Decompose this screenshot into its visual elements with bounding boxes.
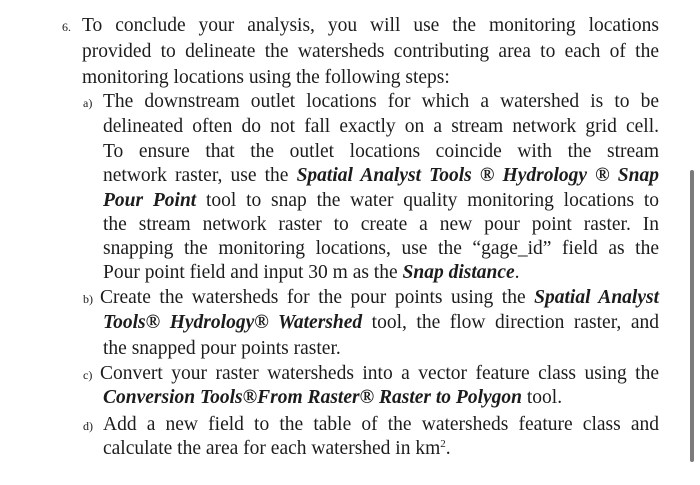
tool-path-spatial-analyst: Spatial Analyst [534,287,659,308]
step-a-line-2: delineated often do not fall exactly on a stream network grid cell. [103,116,659,137]
step-c-line-2: Conversion Tools®From Raster® Raster to Polygon tool. [103,387,563,408]
step-a-line-8: Pour point field and input 30 m as the Snap distance. [103,262,520,283]
step-a-line-7: snapping the monitoring locations, use the “gage_id” field as the [103,238,659,259]
snap-distance-label: Snap distance [402,262,515,283]
step-b-line-3: the snapped pour points raster. [103,338,341,359]
step-c-line-1: Convert your raster watersheds into a vector feature class using the [100,363,659,384]
question-text-line-1: To conclude your analysis, you will use the monitoring locations [82,15,659,36]
question-number: 6. [62,20,71,34]
superscript-two: 2 [440,438,446,450]
step-c-marker: c) [83,368,93,382]
question-text-line-2: provided to delineate the watersheds contributing area to each of the [82,41,659,62]
step-b-line-2: Tools® Hydrology® Watershed tool, the flow direction raster, and [103,312,659,333]
step-d-marker: d) [83,419,93,433]
step-a-line-3: To ensure that the outlet locations coincide with the stream [103,141,659,162]
step-a-line-5: Pour Point tool to snap the water quality monitoring locations to [103,190,660,211]
step-d-line-1: Add a new field to the table of the watersheds feature class and [103,414,659,435]
step-a-line-4: network raster, use the Spatial Analyst Tools ® Hydrology ® Snap [103,165,659,186]
step-b-line-1: Create the watersheds for the pour points using the Spatial Analyst [100,287,659,308]
tool-path-snap-pour-point: Spatial Analyst Tools ® Hydrology ® Snap [296,165,659,186]
scrollbar-thumb[interactable] [690,170,694,462]
step-a-line-6: the stream network raster to create a new pour point raster. In [103,214,659,235]
step-d-line-2: calculate the area for each watershed in $km^2$. [103,438,451,459]
tool-path-watershed: Tools® Hydrology® Watershed [103,312,363,333]
step-a-line-1: The downstream outlet locations for which a watershed is to be [103,91,659,112]
tool-name-pour-point: Pour Point [103,190,197,211]
step-b-marker: b) [83,292,93,306]
step-a-marker: a) [83,96,93,110]
question-text-line-3: monitoring locations using the following steps: [82,67,450,88]
tool-path-raster-to-polygon: Conversion Tools®From Raster® Raster to Polygon [103,387,523,408]
